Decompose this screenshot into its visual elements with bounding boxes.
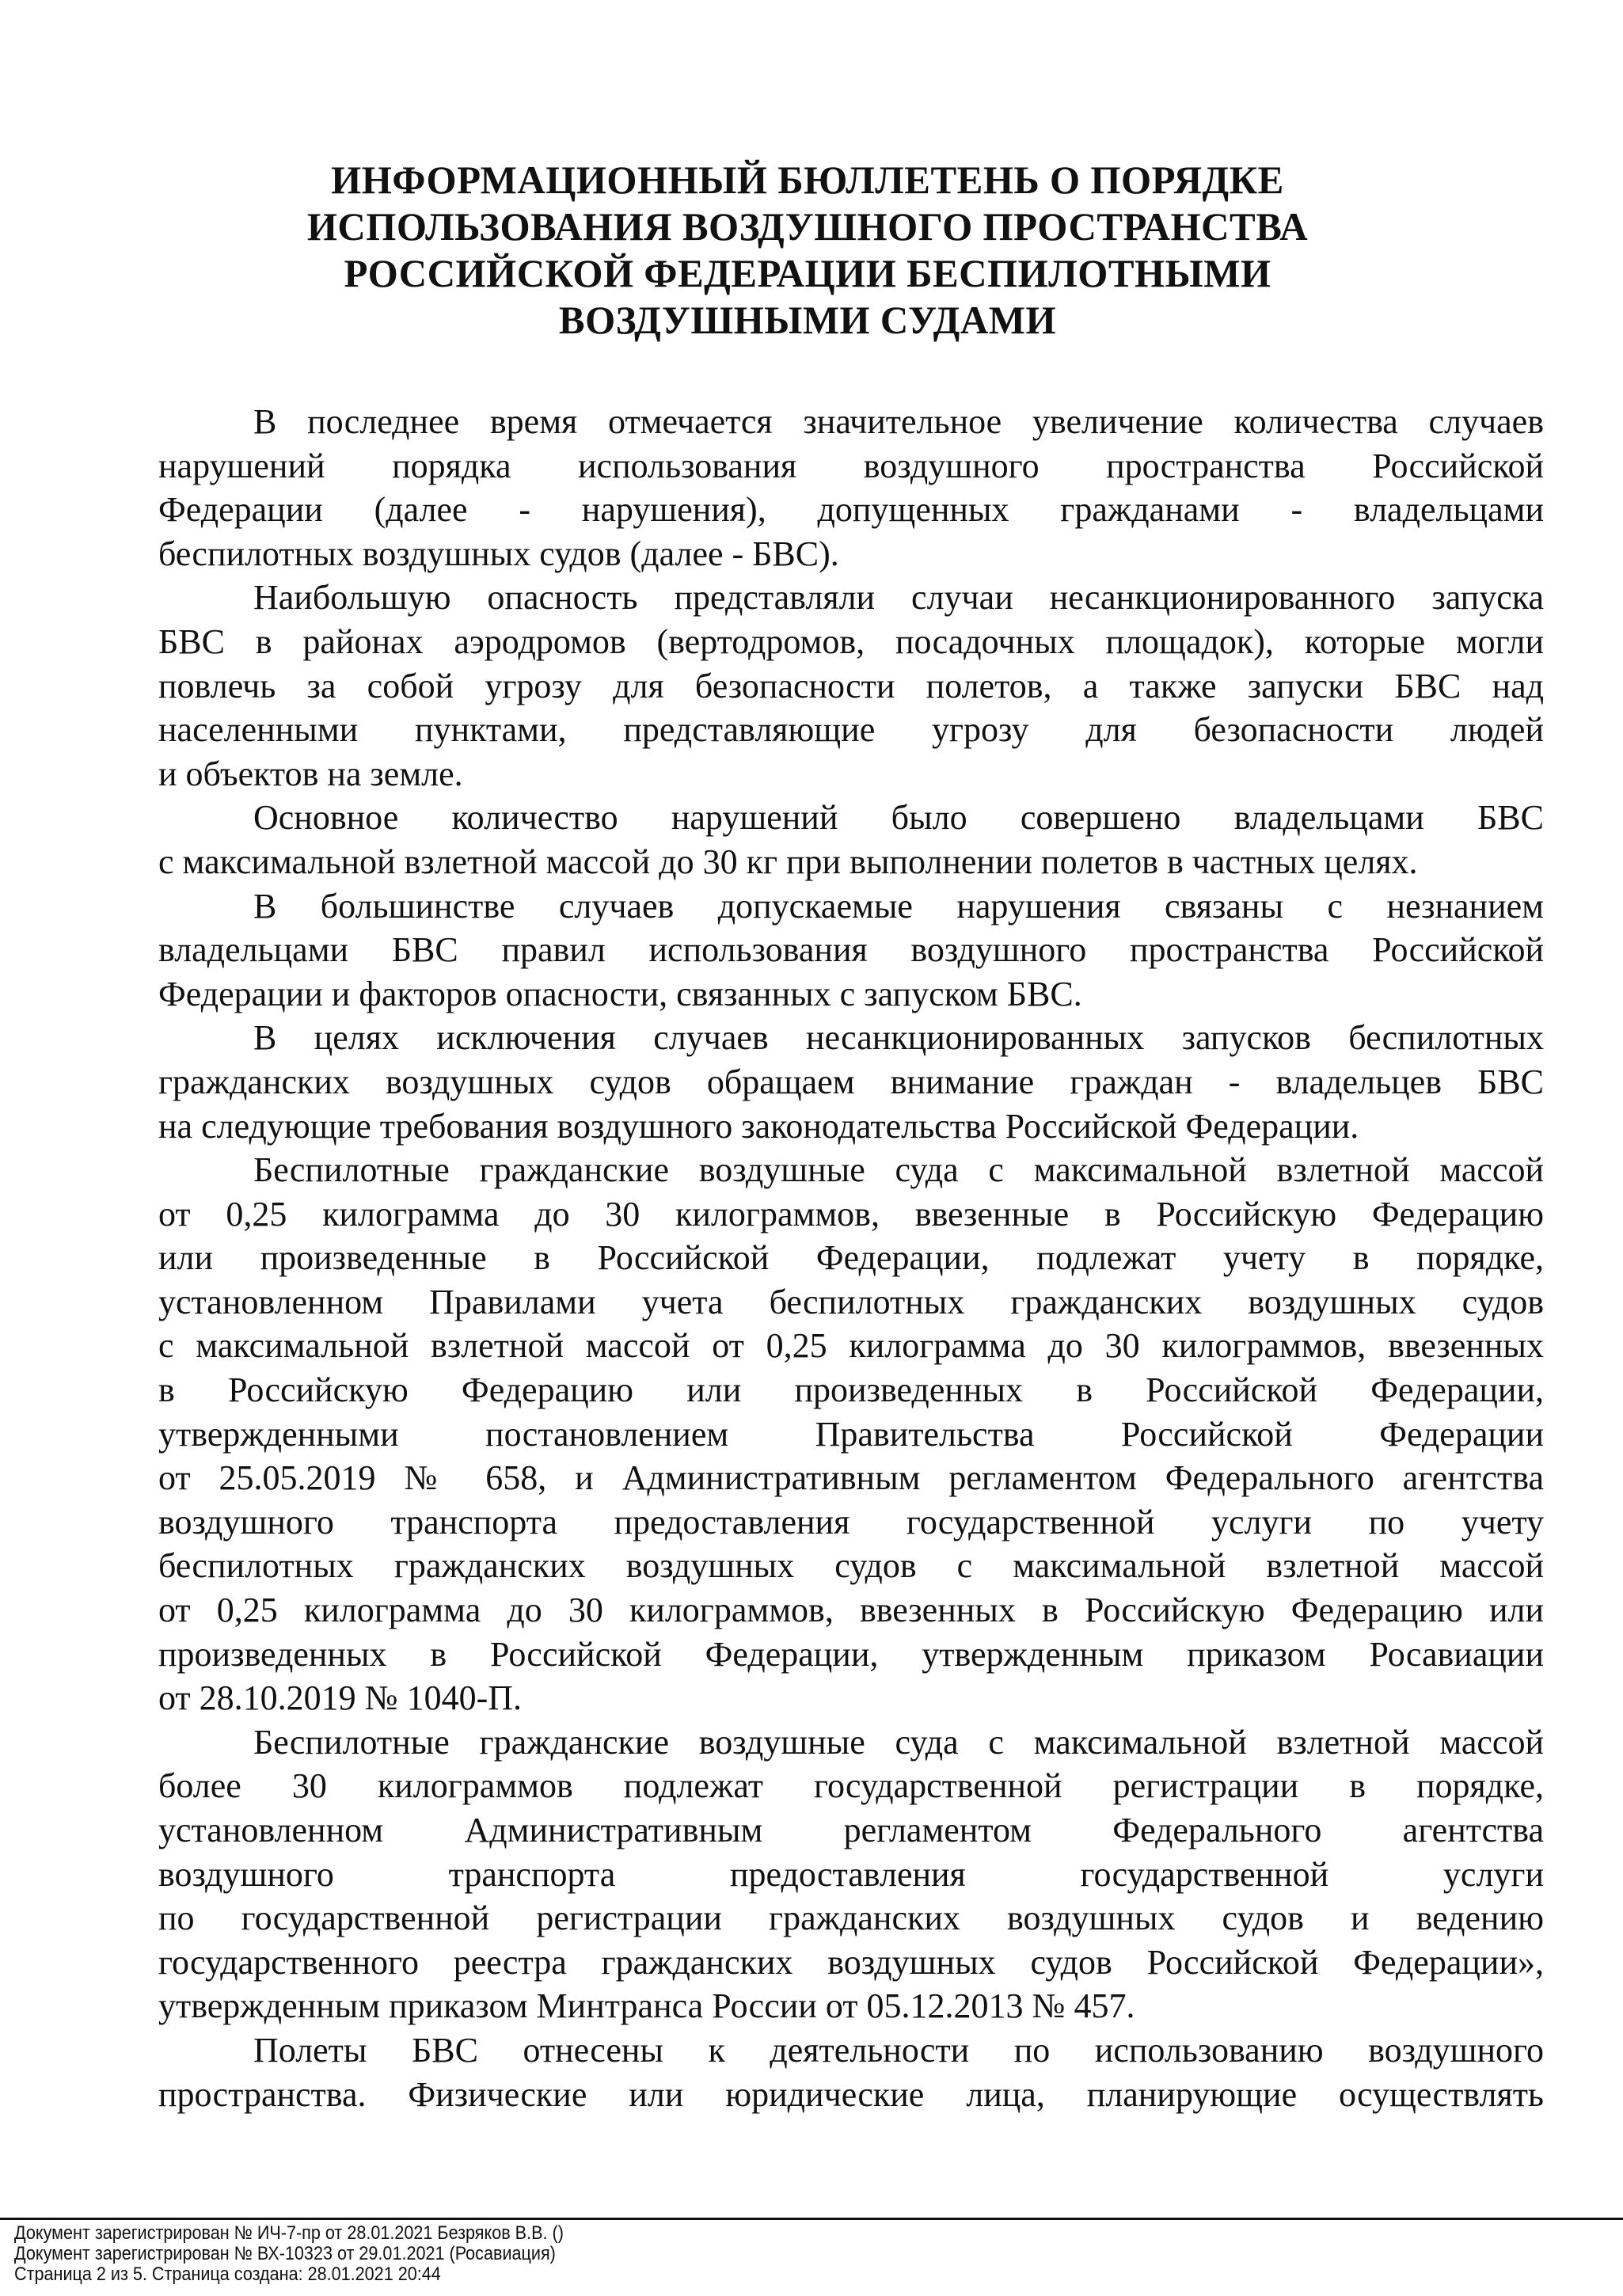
paragraph-line: Основное количество нарушений было совершено владельцами БВС xyxy=(253,798,1544,838)
footer-registration-line-2: Документ зарегистрирован № ВХ-10323 от 29.01.2021 (Росавиация) xyxy=(14,2243,556,2264)
footer-page-info: Страница 2 из 5. Страница создана: 28.01.2021 20:44 xyxy=(14,2264,441,2285)
paragraph-line: с максимальной взлетной массой от 0,25 килограмма до 30 килограммов, ввезенных xyxy=(158,1326,1544,1366)
paragraph xyxy=(158,576,1544,796)
paragraph-line: населенными пунктами, представляющие угрозу для безопасности людей xyxy=(158,710,1544,750)
paragraph xyxy=(158,400,1544,576)
paragraph-line: В последнее время отмечается значительное увеличение количества случаев xyxy=(253,402,1544,441)
paragraph-line: по государственной регистрации гражданских воздушных судов и ведению xyxy=(158,1899,1544,1938)
paragraph-line: гражданских воздушных судов обращаем внимание граждан - владельцев БВС xyxy=(158,1062,1544,1101)
paragraph-line: повлечь за собой угрозу для безопасности полетов, а также запуски БВС над xyxy=(158,666,1544,705)
paragraph xyxy=(158,884,1544,1017)
document-body xyxy=(158,400,1544,2116)
paragraph-line: Федерации и факторов опасности, связанных с запуском БВС. xyxy=(158,974,1082,1013)
paragraph-line: утвержденными постановлением Правительства Российской Федерации xyxy=(158,1414,1544,1454)
paragraph-line: произведенных в Российской Федерации, утвержденным приказом Росавиации xyxy=(158,1634,1544,1674)
paragraph-line: установленном Административным регламентом Федерального агентства xyxy=(158,1811,1544,1849)
paragraph-line: беспилотных гражданских воздушных судов с максимальной взлетной массой xyxy=(158,1546,1544,1586)
paragraph-line: с максимальной взлетной массой до 30 кг при выполнении полетов в частных целях. xyxy=(158,842,1418,881)
footer-registration-line-1: Документ зарегистрирован № ИЧ-7-пр от 28.01.2021 Безряков В.В. () xyxy=(14,2222,564,2244)
paragraph-line: воздушного транспорта предоставления государственной услуги xyxy=(158,1854,1544,1894)
paragraph-line: Беспилотные гражданские воздушные суда с максимальной взлетной массой xyxy=(253,1150,1544,1190)
paragraph-line: установленном Правилами учета беспилотных гражданских воздушных судов xyxy=(158,1282,1544,1321)
paragraph-line: более 30 килограммов подлежат государственной регистрации в порядке, xyxy=(158,1766,1544,1806)
paragraph-line: воздушного транспорта предоставления государственной услуги по учету xyxy=(158,1502,1544,1541)
paragraph-line: Беспилотные гражданские воздушные суда с максимальной взлетной массой xyxy=(253,1722,1544,1762)
paragraph xyxy=(158,1720,1544,2028)
paragraph-line: и объектов на земле. xyxy=(158,754,463,793)
paragraph-line: нарушений порядка использования воздушного пространства Российской xyxy=(158,446,1544,485)
title-line: ВОЗДУШНЫМИ СУДАМИ xyxy=(558,298,1057,342)
paragraph xyxy=(158,1148,1544,1720)
paragraph-line: утвержденным приказом Минтранса России от 05.12.2013 № 457. xyxy=(158,1986,1135,2026)
paragraph-line: от 0,25 килограмма до 30 килограммов, ввезенных в Российскую Федерацию или xyxy=(158,1591,1544,1630)
registration-footer xyxy=(14,2223,564,2285)
paragraph-line: БВС в районах аэродромов (вертодромов, посадочных площадок), которые могли xyxy=(158,622,1544,661)
paragraph-line: В целях исключения случаев несанкционированных запусков беспилотных xyxy=(253,1018,1544,1058)
paragraph-line: В большинстве случаев допускаемые нарушения связаны с незнанием xyxy=(253,886,1544,926)
paragraph-line: беспилотных воздушных судов (далее - БВС). xyxy=(158,534,839,573)
footer-divider xyxy=(0,2218,1623,2220)
document-title xyxy=(249,157,1366,344)
paragraph-line: Наибольшую опасность представляли случаи несанкционированного запуска xyxy=(253,578,1544,618)
paragraph xyxy=(158,2028,1544,2116)
paragraph-line: государственного реестра гражданских воздушных судов Российской Федерации», xyxy=(158,1942,1544,1982)
paragraph-line: или произведенные в Российской Федерации, подлежат учету в порядке, xyxy=(158,1238,1544,1278)
paragraph-line: пространства. Физические или юридические лица, планирующие осуществлять xyxy=(158,2074,1544,2114)
paragraph-line: от 28.10.2019 № 1040-П. xyxy=(158,1678,523,1718)
title-line: РОССИЙСКОЙ ФЕДЕРАЦИИ БЕСПИЛОТНЫМИ xyxy=(344,251,1271,295)
paragraph-line: в Российскую Федерацию или произведенных в Российской Федерации, xyxy=(158,1370,1544,1410)
paragraph-line: от 0,25 килограмма до 30 килограммов, ввезенные в Российскую Федерацию xyxy=(158,1194,1544,1234)
title-line: ИНФОРМАЦИОННЫЙ БЮЛЛЕТЕНЬ О ПОРЯДКЕ xyxy=(331,158,1284,202)
paragraph xyxy=(158,796,1544,884)
paragraph-line: владельцами БВС правил использования воздушного пространства Российской xyxy=(158,930,1544,970)
paragraph-line: на следующие требования воздушного законодательства Российской Федерации. xyxy=(158,1106,1359,1146)
title-line: ИСПОЛЬЗОВАНИЯ ВОЗДУШНОГО ПРОСТРАНСТВА xyxy=(306,204,1309,249)
paragraph-line: Полеты БВС отнесены к деятельности по использованию воздушного xyxy=(253,2030,1544,2070)
paragraph-line: от 25.05.2019 № 658, и Административным регламентом Федерального агентства xyxy=(158,1458,1544,1498)
paragraph-line: Федерации (далее - нарушения), допущенных гражданами - владельцами xyxy=(158,490,1544,530)
paragraph xyxy=(158,1016,1544,1148)
